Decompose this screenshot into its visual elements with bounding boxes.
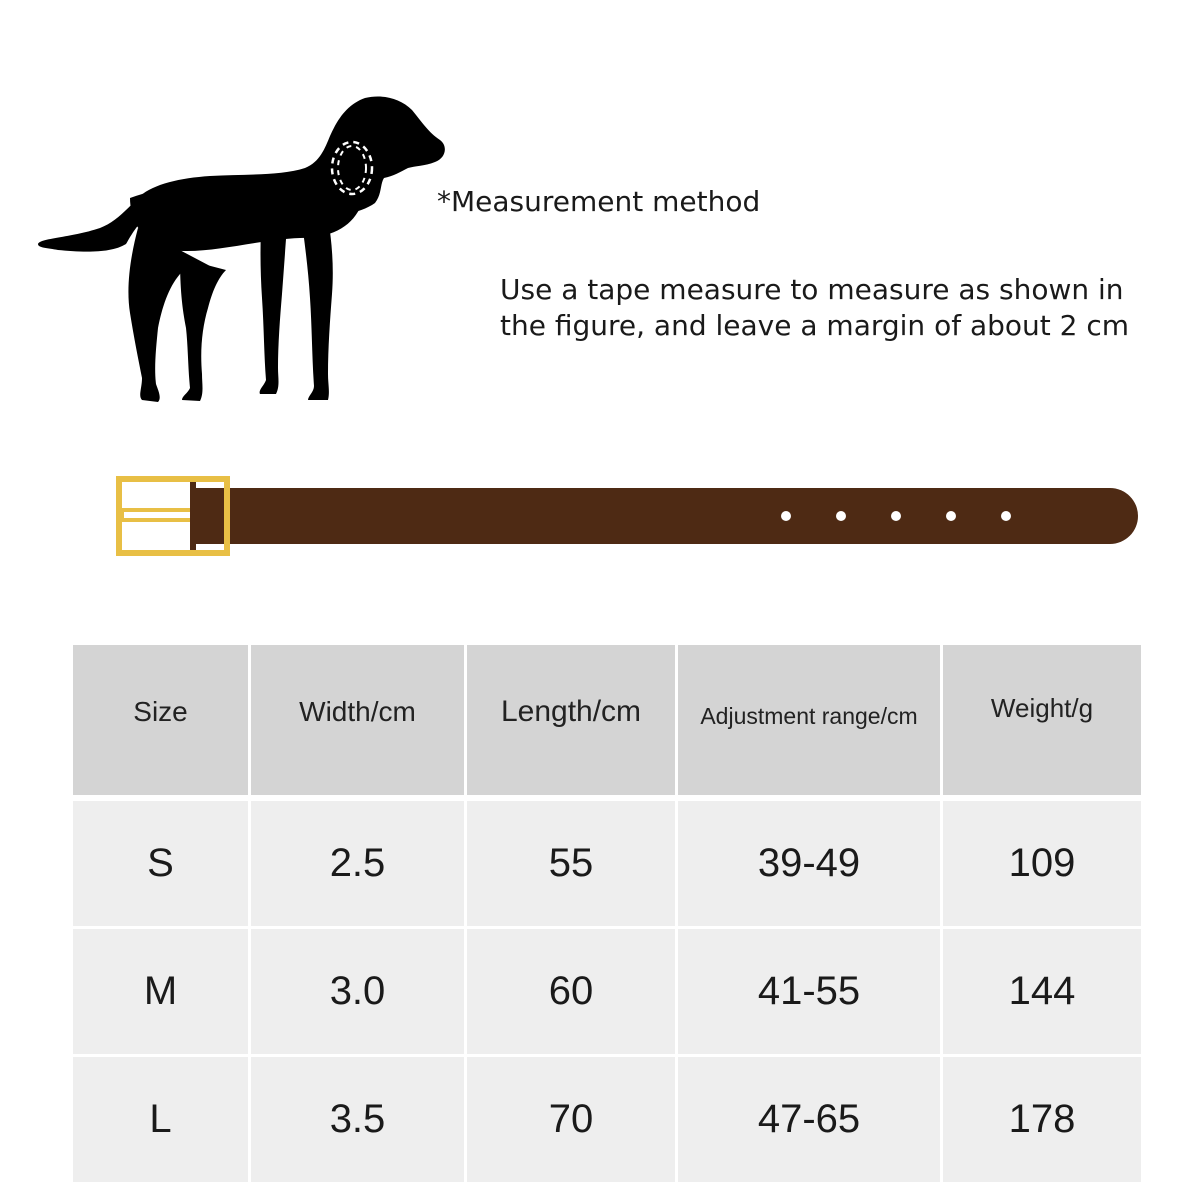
cell-length: 55 bbox=[467, 801, 675, 929]
cell-weight: 144 bbox=[943, 929, 1141, 1057]
cell-size: S bbox=[73, 801, 248, 929]
measurement-description-line: the figure, and leave a margin of about 2 cm bbox=[500, 309, 1130, 342]
header-length: Length/cm bbox=[467, 645, 675, 801]
header-weight: Weight/g bbox=[943, 645, 1141, 801]
collar-hole bbox=[836, 511, 846, 521]
collar-hole bbox=[891, 511, 901, 521]
cell-adjustment-range: 41-55 bbox=[678, 929, 940, 1057]
cell-length: 60 bbox=[467, 929, 675, 1057]
leather-collar-icon bbox=[110, 470, 1150, 565]
cell-size: M bbox=[73, 929, 248, 1057]
cell-width: 3.5 bbox=[251, 1057, 464, 1185]
measurement-method-title: *Measurement method bbox=[437, 185, 761, 218]
header-width: Width/cm bbox=[251, 645, 464, 801]
dog-silhouette-icon bbox=[30, 88, 460, 418]
cell-adjustment-range: 39-49 bbox=[678, 801, 940, 929]
size-table bbox=[70, 645, 1144, 1185]
cell-width: 3.0 bbox=[251, 929, 464, 1057]
cell-size: L bbox=[73, 1057, 248, 1185]
collar-hole bbox=[1001, 511, 1011, 521]
collar-hole bbox=[781, 511, 791, 521]
table-header-row bbox=[73, 645, 1141, 801]
measurement-description bbox=[500, 272, 1160, 344]
header-adjustment-range: Adjustment range/cm bbox=[678, 645, 940, 801]
collar-hole bbox=[946, 511, 956, 521]
cell-adjustment-range: 47-65 bbox=[678, 1057, 940, 1185]
cell-weight: 178 bbox=[943, 1057, 1141, 1185]
cell-length: 70 bbox=[467, 1057, 675, 1185]
table-row bbox=[73, 1057, 1141, 1185]
table-row bbox=[73, 801, 1141, 929]
cell-width: 2.5 bbox=[251, 801, 464, 929]
table-row bbox=[73, 929, 1141, 1057]
header-size: Size bbox=[73, 645, 248, 801]
measurement-description-line: Use a tape measure to measure as shown in bbox=[500, 273, 1124, 306]
cell-weight: 109 bbox=[943, 801, 1141, 929]
